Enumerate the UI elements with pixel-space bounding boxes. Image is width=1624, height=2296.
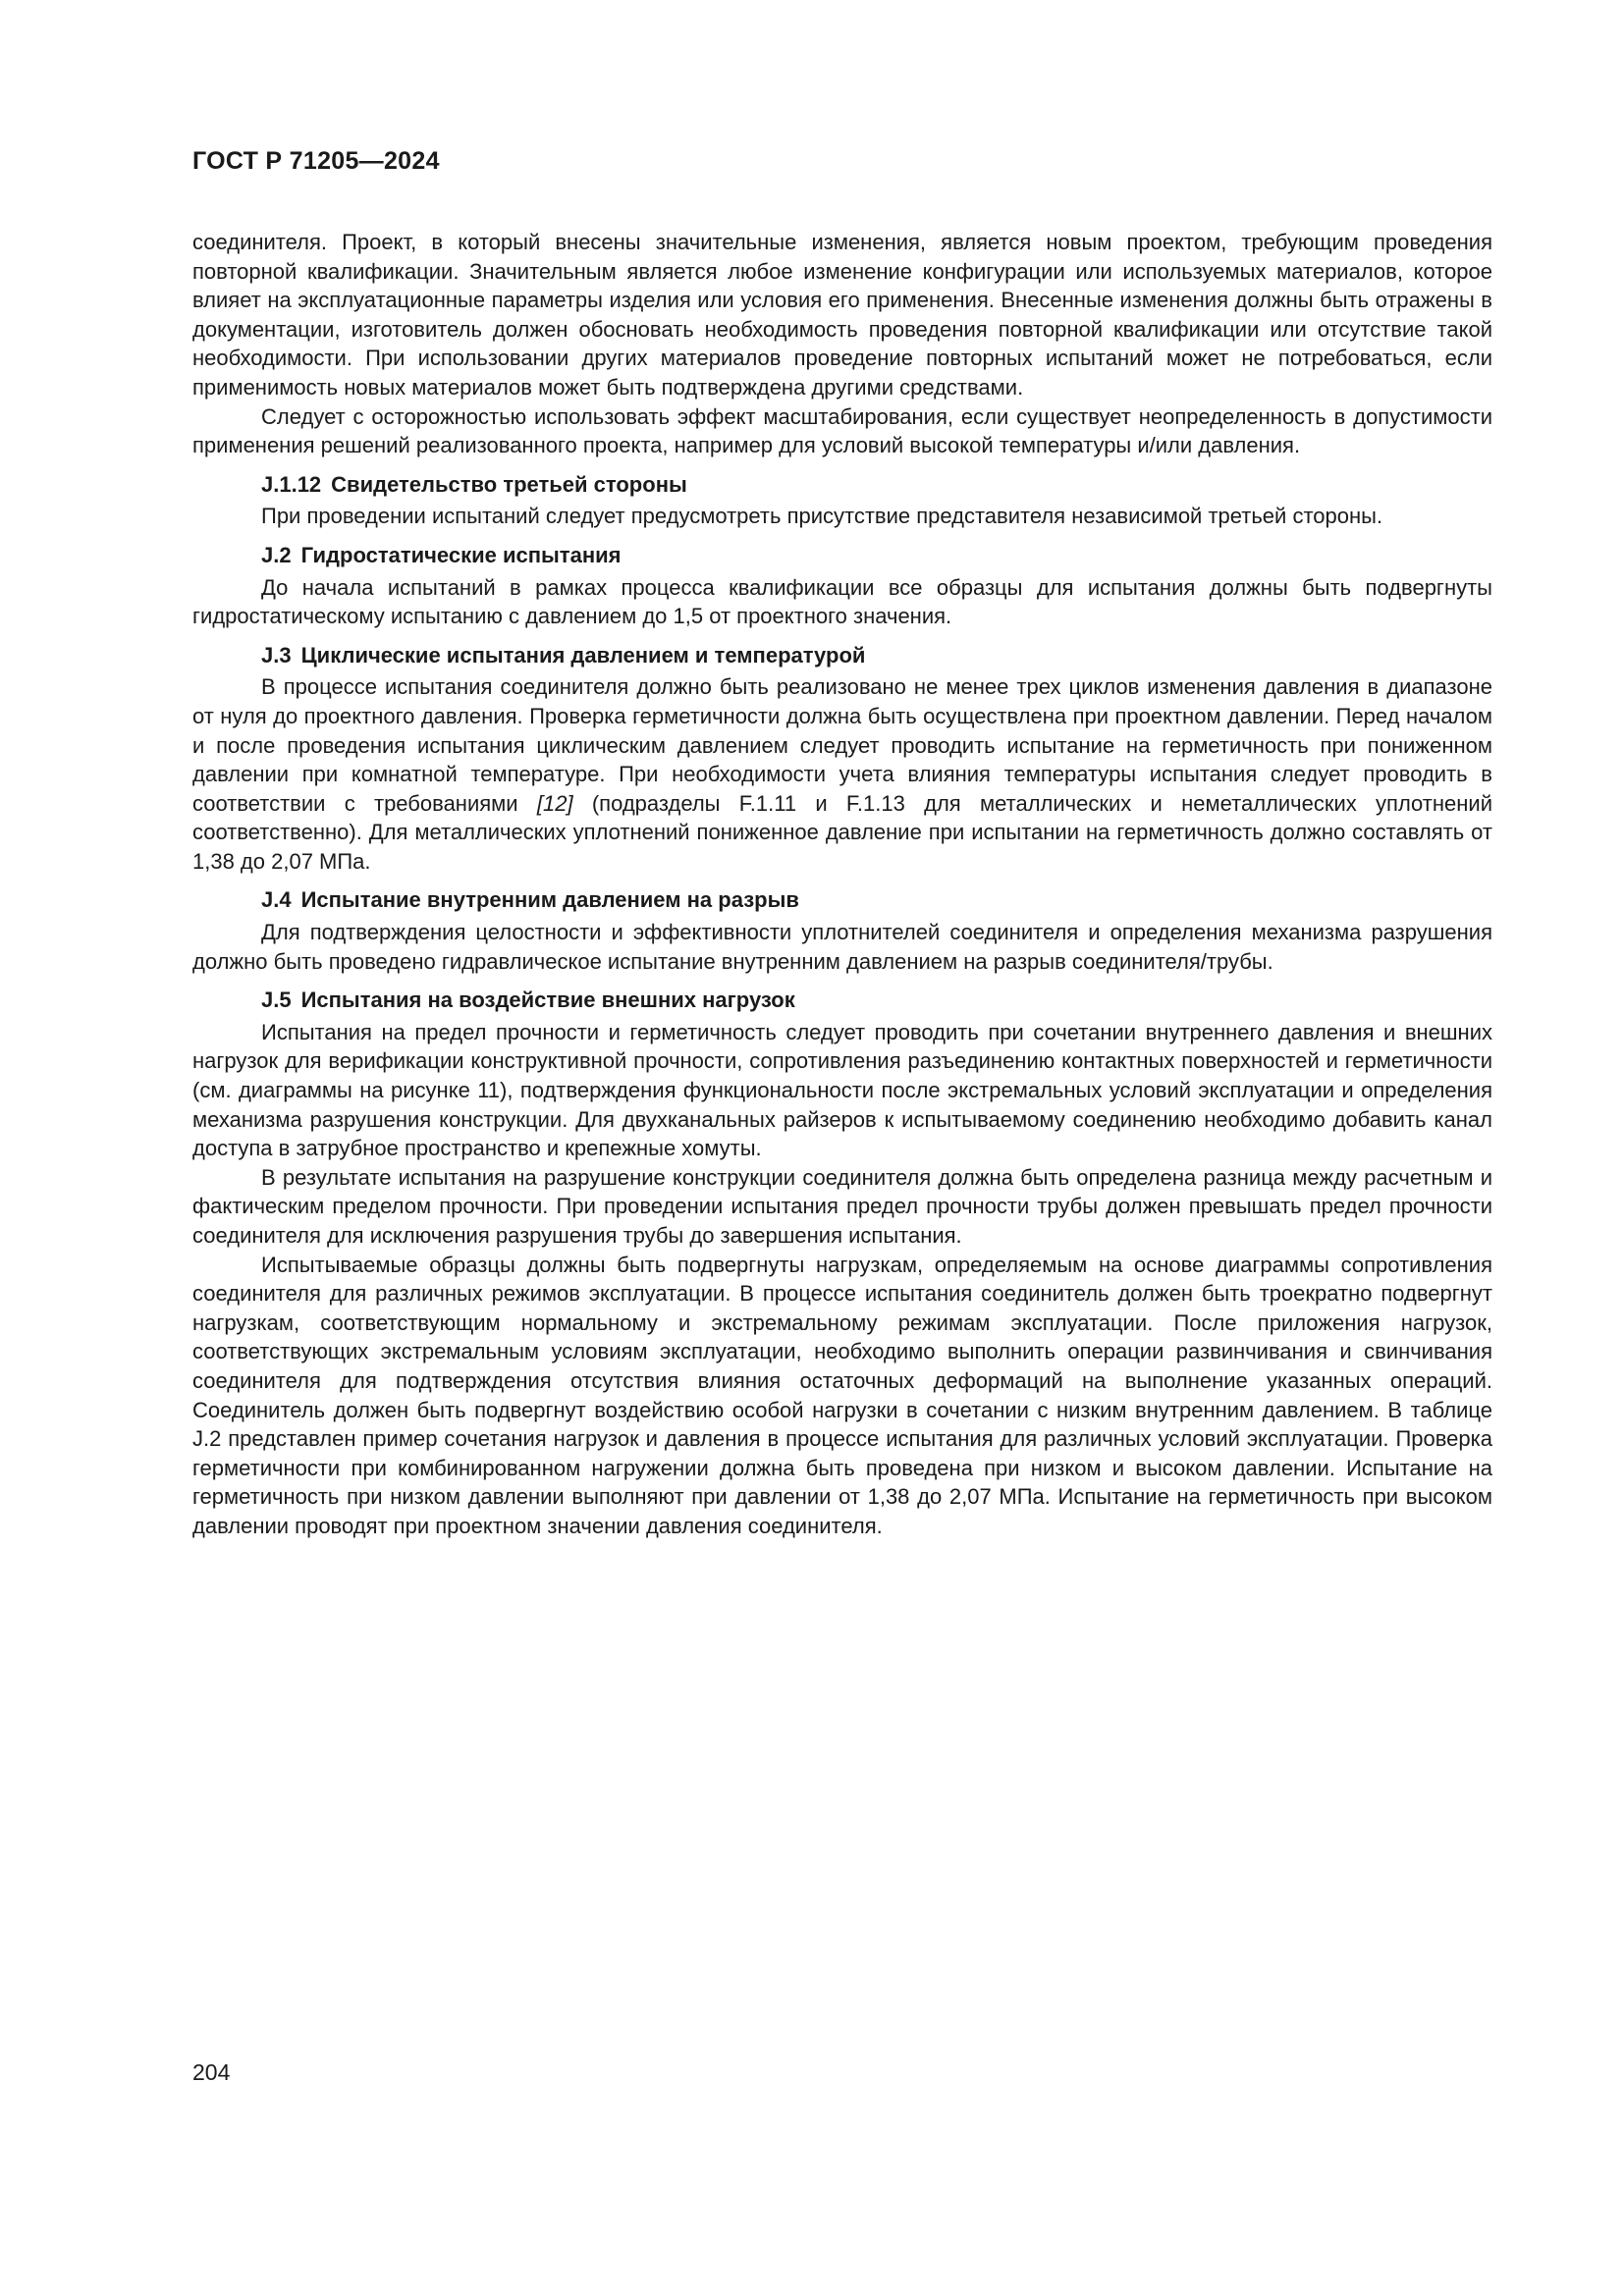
paragraph-burst-test: Для подтверждения целостности и эффективности уплотнителей соединителя и определения механизма разрушения должно быть проведено гидравлическое испытание внутренним давлением на разрыв соединителя/трубы. [192, 920, 1492, 974]
paragraph-continuation: соединителя. Проект, в который внесены значительные изменения, является новым проектом, требующим проведения повторной квалификации. Значительным является любое изменение конфигурации или используемых материалов, которое влияет на эксплуатационные параметры изделия или условия его применения. Внесенные изменения должны быть отражены в документации, изготовитель должен обосновать необходимость проведения повторной квалификации или отсутствие такой необходимости. При использовании других материалов проведение повторных испытаний может не потребоваться, если применимость новых материалов может быть подтверждена другими средствами. [192, 230, 1492, 400]
section-title: Циклические испытания давлением и температурой [300, 642, 866, 667]
paragraph-text: В процессе испытания соединителя должно быть реализовано не менее трех циклов изменения давления в диапазоне от нуля до проектного давления. Проверка герметичности должна быть осуществлена при проектном давлении. Перед началом и после проведения испытания циклическим давлением следует проводить испытание на герметичность при пониженном давлении при комнатной температуре. При необходимости учета влияния температуры испытания следует проводить в соответствии с требованиями [192, 674, 1492, 816]
reference-link[interactable]: [12] [536, 790, 573, 816]
paragraph-hydrostatic: До начала испытаний в рамках процесса квалификации все образцы для испытания должны быть подвергнуты гидростатическому испытанию с давлением до 1,5 от проектного значения. [192, 574, 1492, 629]
paragraph-text: (подразделы F.1.11 и F.1.13 для металлических и неметаллических уплотнений соответственно). Для металлических уплотнений пониженное давление при испытании на герметичность должно составлять от 1,38 до 2,07 МПа. [192, 790, 1492, 874]
section-heading-j-4 [192, 885, 1492, 915]
section-number: J.2 [261, 542, 292, 567]
section-number: J.5 [261, 988, 292, 1013]
section-number: J.4 [261, 887, 292, 913]
section-title: Гидростатические испытания [300, 542, 622, 567]
section-number: J.1.12 [261, 471, 322, 497]
section-heading-j-2 [192, 541, 1492, 570]
section-title: Испытания на воздействие внешних нагрузок [300, 988, 795, 1013]
paragraph-third-party: При проведении испытаний следует предусмотреть присутствие представителя независимой третьей стороны. [261, 504, 1383, 529]
paragraph-scaling-caution: Следует с осторожностью использовать эффект масштабирования, если существует неопределенность в допустимости применения решений реализованного проекта, например для условий высокой температуры и/или давления. [192, 403, 1492, 458]
running-header: ГОСТ Р 71205—2024 [192, 147, 440, 175]
paragraph-external-loads: Испытания на предел прочности и герметичность следует проводить при сочетании внутреннего давления и внешних нагрузок для верификации конструктивной прочности, сопротивления разъединению контактных поверхностей и герметичности (см. диаграммы на рисунке 11), подтверждения функциональности после экстремальных условий эксплуатации и определения механизма разрушения конструкции. Для двухканальных райзеров к испытываемому соединению необходимо добавить канал доступа в затрубное пространство и крепежные хомуты. [192, 1019, 1492, 1161]
paragraph-cyclic-tests [192, 672, 1492, 876]
document-body [192, 228, 1492, 1541]
paragraph-strength-difference: В результате испытания на разрушение конструкции соединителя должна быть определена разница между расчетным и фактическим пределом прочности. При проведении испытания предел прочности трубы должен превышать предел прочности соединителя для исключения разрушения трубы до завершения испытания. [192, 1164, 1492, 1248]
section-number: J.3 [261, 642, 292, 667]
section-title: Свидетельство третьей стороны [331, 471, 687, 497]
paragraph-load-cycles: Испытываемые образцы должны быть подвергнуты нагрузкам, определяемым на основе диаграммы сопротивления соединителя для различных режимов эксплуатации. В процессе испытания соединитель должен быть троекратно подвергнут нагрузкам, соответствующим нормальному и экстремальному режимам эксплуатации. После приложения нагрузок, соответствующих экстремальным условиям эксплуатации, необходимо выполнить операции развинчивания и свинчивания соединителя для подтверждения отсутствия влияния остаточных деформаций на выполнение указанных операций. Соединитель должен быть подвергнут воздействию особой нагрузки в сочетании с низким внутренним давлением. В таблице J.2 представлен пример сочетания нагрузок и давления в процессе испытания для различных условий эксплуатации. Проверка герметичности при комбинированном нагружении должна быть проведена при низком и высоком давлении. Испытание на герметичность при низком давлении выполняют при давлении от 1,38 до 2,07 МПа. Испытание на герметичность при высоком давлении проводят при проектном значении давления соединителя. [192, 1252, 1492, 1538]
section-title: Испытание внутренним давлением на разрыв [300, 887, 799, 913]
section-heading-j-1-12 [192, 470, 1492, 500]
section-heading-j-3 [192, 641, 1492, 670]
section-heading-j-5 [192, 986, 1492, 1015]
page-number: 204 [192, 2059, 231, 2085]
